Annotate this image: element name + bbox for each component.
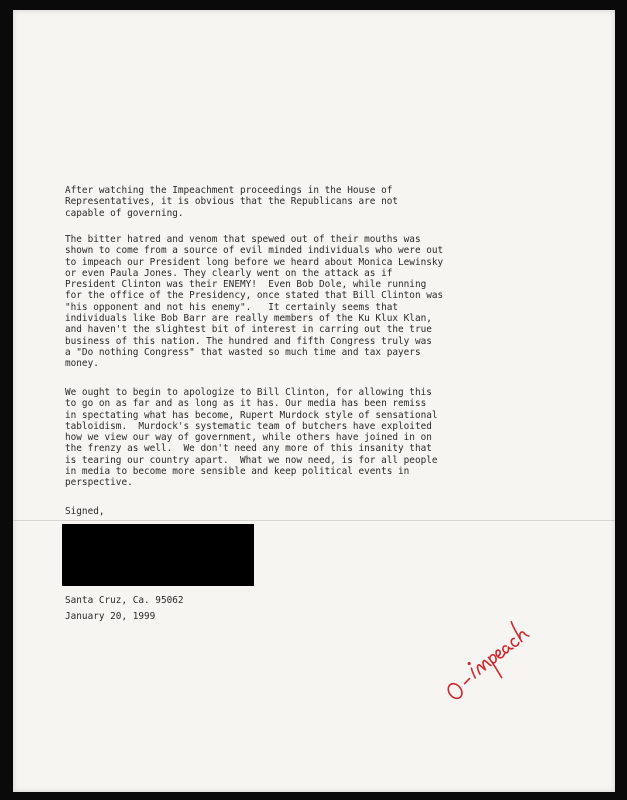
text-line: We ought to begin to apologize to Bill Clinton, for allowing this (65, 387, 432, 398)
text-line: The bitter hatred and venom that spewed out of their mouths was (65, 234, 421, 245)
text-line: perspective. (65, 477, 133, 489)
fold-crease (13, 520, 615, 521)
text-line: shown to come from a source of evil minded individuals who were out (65, 245, 444, 257)
text-line: a "Do nothing Congress" that wasted so much time and tax payers (65, 346, 421, 358)
text-line: to impeach our President long before we heard about Monica Lewinsky (65, 256, 444, 268)
text-line: capable of governing. (65, 207, 184, 219)
text-line: the frenzy as well. We don't need any more of this insanity that (65, 443, 432, 455)
text-line: to go on as far and as long as it has. Our media has been remiss (65, 398, 427, 410)
handwritten-annotation (428, 595, 568, 710)
text-line: and haven't the slightest bit of interest in carring out the true (65, 324, 432, 336)
text-line: for the office of the Presidency, once stated that Bill Clinton was (65, 290, 444, 302)
signed-label: Signed, (65, 506, 105, 517)
text-line: "his opponent and not his enemy". It certainly seems that (65, 301, 399, 313)
text-line: individuals like Bob Barr are really members of the Ku Klux Klan, (65, 313, 432, 325)
letter-date: January 20, 1999 (65, 611, 156, 622)
paragraph-bitter-hatred (65, 234, 443, 370)
sender-address: Santa Cruz, Ca. 95062 (65, 595, 184, 606)
text-line: or even Paula Jones. They clearly went on the attack as if (65, 267, 393, 279)
text-line: business of this nation. The hundred and fifth Congress truly was (65, 335, 432, 347)
text-line: President Clinton was their ENEMY! Even Bob Dole, while running (65, 279, 427, 291)
text-line: tabloidism. Murdock's systematic team of butchers have exploited (65, 420, 432, 432)
text-line: how we view our way of government, while others have joined in on (65, 432, 432, 444)
text-line: in spectating what has become, Rupert Murdock style of sensational (65, 409, 438, 421)
text-line: money. (65, 358, 99, 370)
text-line: Representatives, it is obvious that the Republicans are not (65, 196, 399, 208)
paragraph-impeachment-proceedings (65, 185, 398, 219)
paragraph-apologize (65, 387, 438, 489)
text-line: is tearing our country apart. What we now need, is for all people (65, 454, 438, 466)
text-line: in media to become more sensible and keep political events in (65, 466, 410, 478)
text-line: After watching the Impeachment proceedings in the House of (65, 185, 393, 196)
letter-page (13, 10, 615, 792)
redacted-signature-block (62, 524, 254, 586)
